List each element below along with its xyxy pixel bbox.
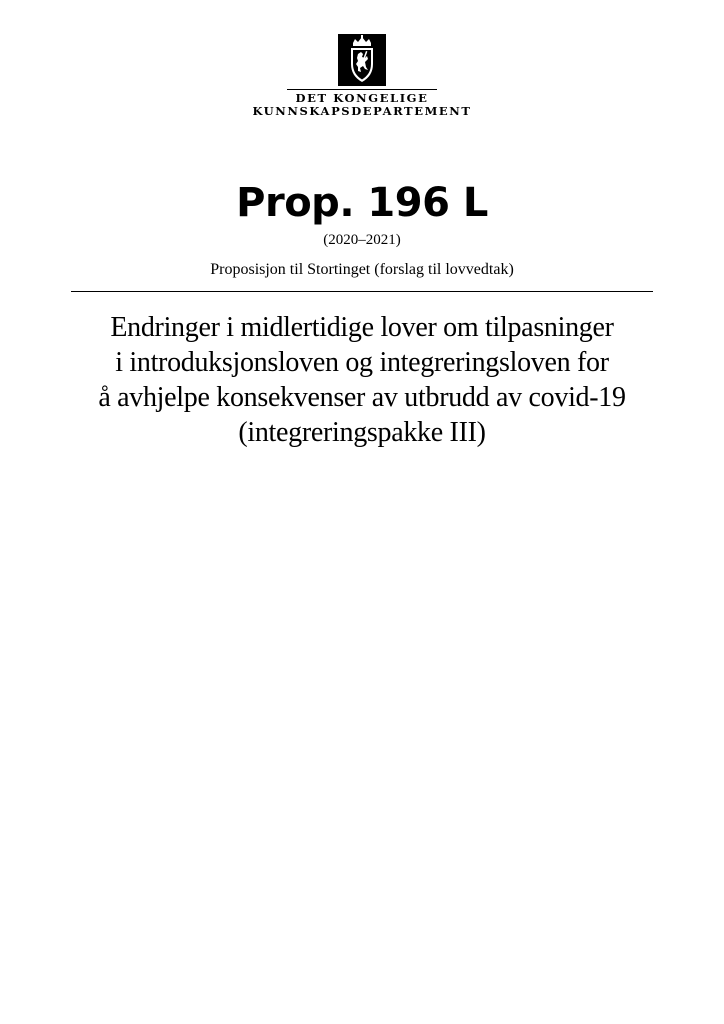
norwegian-coat-of-arms-icon	[338, 34, 386, 86]
proposition-subtitle: Proposisjon til Stortinget (forslag til lovvedtak)	[210, 261, 514, 278]
document-title	[60, 310, 664, 450]
ministry-logo	[0, 34, 724, 118]
title-divider	[71, 291, 653, 292]
logo-divider	[287, 89, 437, 90]
document-title-line: (integreringspakke III)	[238, 417, 486, 448]
document-title-line: i introduksjonsloven og integreringsloven for	[115, 347, 609, 378]
document-title-line: Endringer i midlertidige lover om tilpasninger	[110, 312, 614, 343]
session-years: (2020–2021)	[323, 232, 401, 248]
ministry-name-line1: DET KONGELIGE	[295, 91, 429, 105]
ministry-name-line2: KUNNSKAPSDEPARTEMENT	[252, 104, 472, 118]
document-title-line: å avhjelpe konsekvenser av utbrudd av covid-19	[98, 382, 626, 413]
proposition-number: Prop. 196 L	[236, 180, 488, 226]
